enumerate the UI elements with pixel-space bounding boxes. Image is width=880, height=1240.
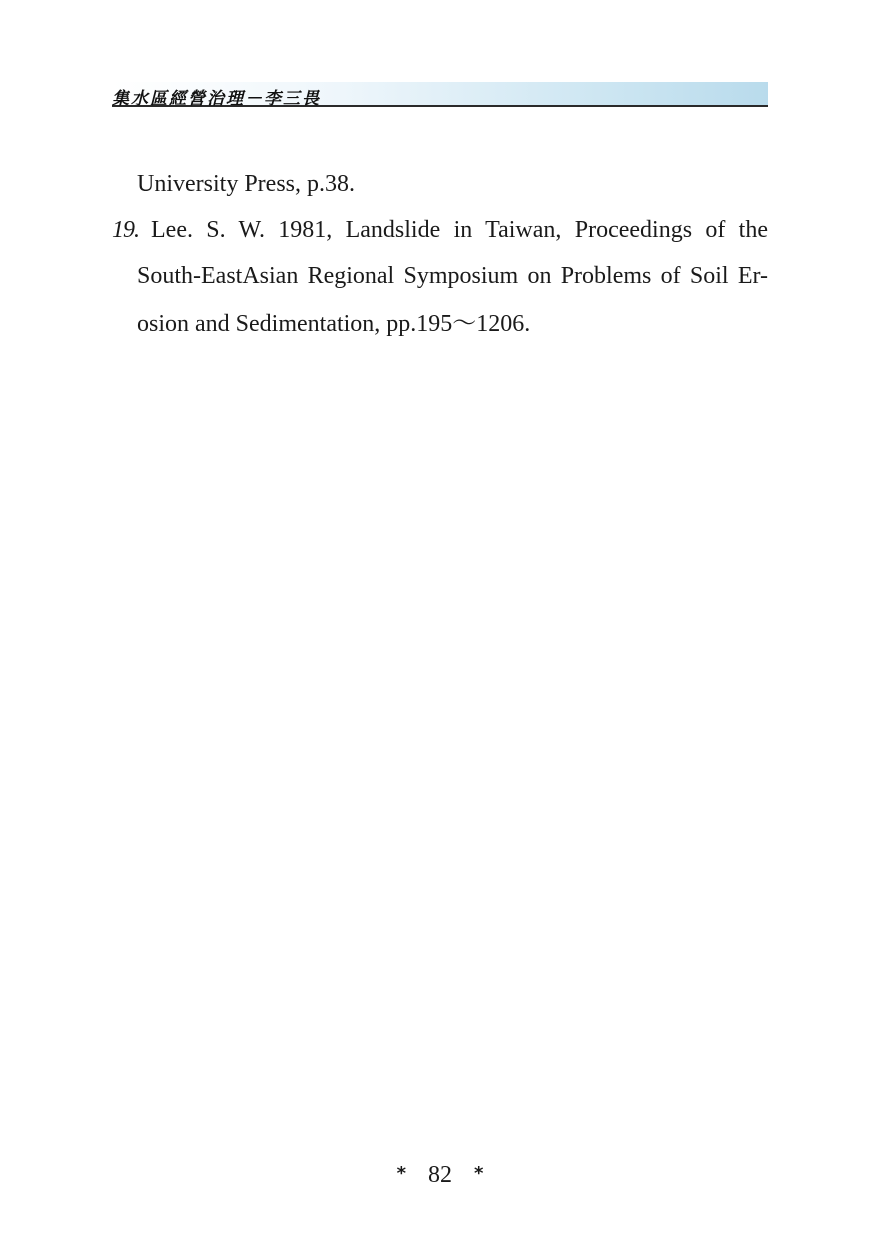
running-header bbox=[112, 82, 768, 107]
reference-19-line-1 bbox=[112, 215, 768, 245]
footer-right-star: * bbox=[474, 1163, 484, 1184]
reference-number: 19. bbox=[112, 217, 139, 243]
reference-continuation-line: University Press, p.38. bbox=[137, 171, 355, 197]
page-footer bbox=[0, 1160, 880, 1192]
footer-left-star: * bbox=[396, 1163, 406, 1184]
reference-19-text-1: Lee. S. W. 1981, Landslide in Taiwan, Proceedings of the bbox=[151, 217, 768, 243]
page-number: 82 bbox=[428, 1162, 452, 1188]
reference-19-line-2: South-EastAsian Regional Symposium on Problems of Soil Er- bbox=[137, 263, 768, 289]
running-header-title: 集水區經營治理－李三畏 bbox=[112, 89, 321, 109]
reference-19-line-3: osion and Sedimentation, pp.195～1206. bbox=[137, 311, 531, 337]
